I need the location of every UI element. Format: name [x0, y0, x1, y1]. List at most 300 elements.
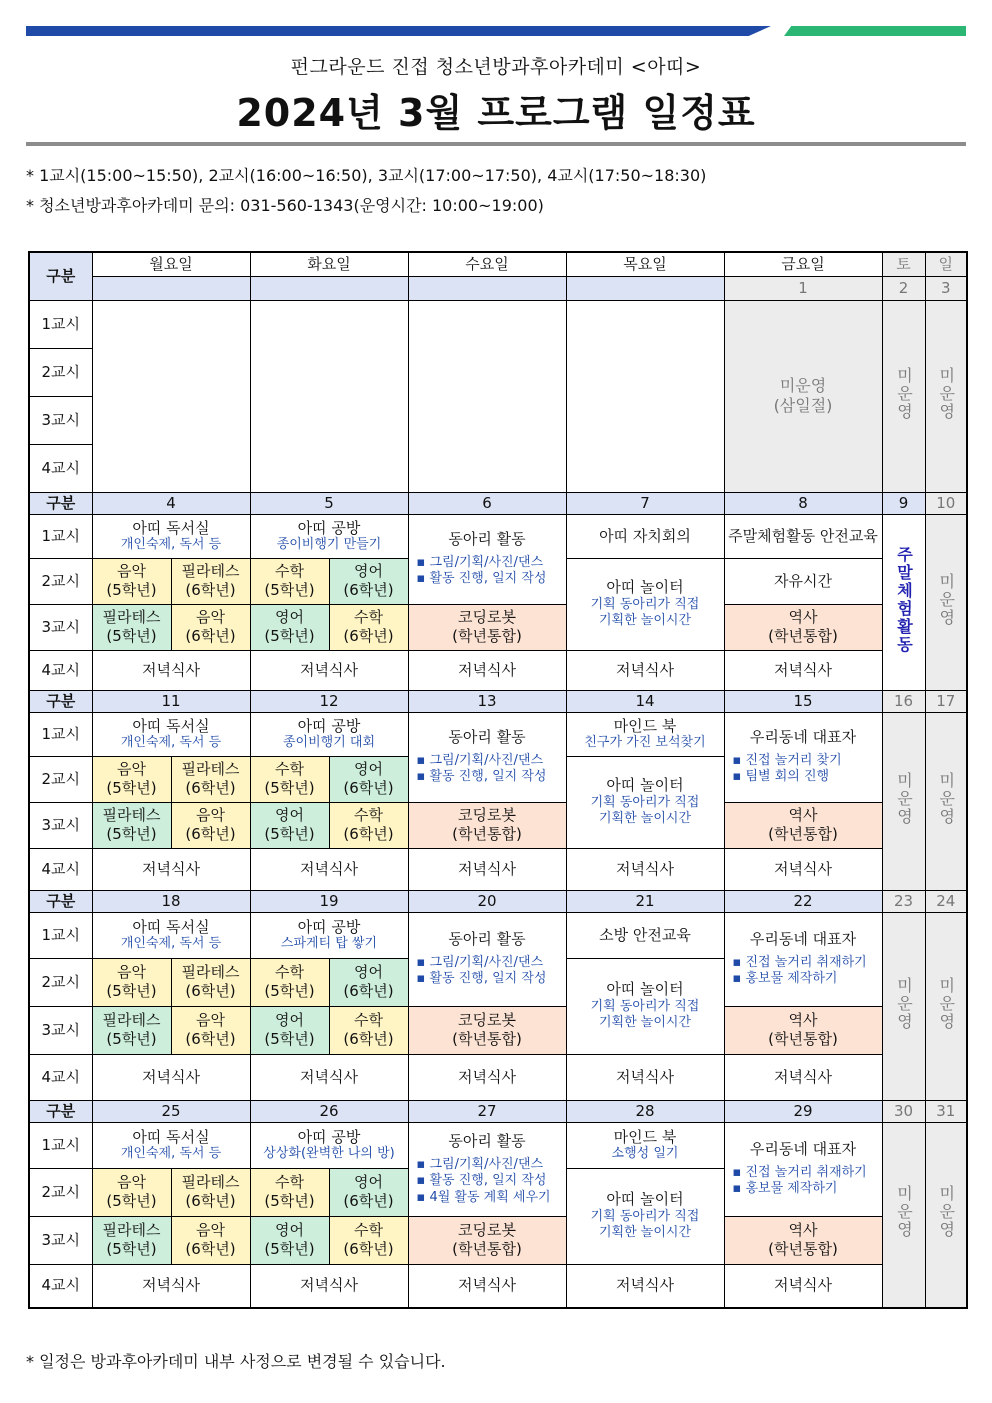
activity-sub: 스파게티 탑 쌓기	[280, 936, 378, 952]
closed-vertical-text: 미운영	[936, 1185, 956, 1240]
date-number: 20	[477, 891, 497, 910]
top-bar-green	[784, 26, 966, 36]
activity-sub: 기획한 놀이시간	[598, 1015, 692, 1031]
dinner-cell	[408, 650, 566, 690]
dinner-cell	[92, 650, 250, 690]
closed-vertical-text: 미운영	[936, 366, 956, 421]
subject-name: 영어	[275, 608, 304, 627]
activity-title: 아띠 공방	[297, 1127, 361, 1146]
date-cell	[724, 890, 882, 912]
subject-cell	[329, 1006, 408, 1054]
activity-sub: 기획 동아리가 직접	[590, 597, 700, 613]
activity-title: 동아리 활동	[448, 728, 526, 747]
date-cell	[92, 890, 250, 912]
subject-grade: (6학년)	[185, 779, 236, 797]
schedule-table	[28, 251, 968, 1309]
activity-sub: 개인숙제, 독서 등	[120, 1146, 222, 1162]
date-number: 29	[793, 1101, 813, 1120]
activity-title: 저녁식사	[616, 660, 674, 679]
period-label	[29, 396, 92, 444]
subject-grade: (5학년)	[264, 779, 315, 797]
closed-text: 미운영	[779, 376, 827, 395]
top-decor-bar	[26, 26, 966, 36]
dinner-cell	[566, 1264, 724, 1308]
coding-cell	[408, 1216, 566, 1264]
footer-note: * 일정은 방과후아카데미 내부 사정으로 변경될 수 있습니다.	[26, 1352, 446, 1371]
date-number: 30	[893, 1101, 914, 1120]
dinner-cell	[408, 848, 566, 890]
thu-play-cell	[566, 1168, 724, 1264]
period-row	[29, 1122, 967, 1168]
period-row	[29, 650, 967, 690]
date-row	[29, 492, 967, 514]
activity-title: 저녁식사	[300, 1067, 358, 1086]
activity-title: 주말체험활동 안전교육	[728, 526, 878, 545]
fri-list	[725, 955, 882, 988]
label-header-text: 구분	[46, 891, 76, 910]
activity-title: 저녁식사	[142, 660, 200, 679]
activity-sub: 종이비행기 만들기	[276, 537, 382, 553]
period-text: 2교시	[41, 972, 81, 991]
period-row	[29, 1216, 967, 1264]
activity-title: 저녁식사	[774, 660, 832, 679]
wed-club-cell	[408, 912, 566, 1006]
subject-cell	[250, 958, 329, 1006]
date-number: 11	[161, 691, 181, 710]
subject-cell	[250, 802, 329, 848]
activity-title: 아띠 놀이터	[606, 1190, 684, 1209]
day-header	[724, 252, 882, 276]
date-cell	[92, 492, 250, 514]
label-header-text: 구분	[46, 1101, 76, 1120]
subject-cell	[171, 1168, 250, 1216]
period-label	[29, 1216, 92, 1264]
period-text: 4교시	[41, 859, 81, 878]
club-list	[409, 955, 566, 988]
label-header-text: 구분	[46, 691, 76, 710]
date-number: 7	[640, 493, 650, 512]
subject-cell	[92, 958, 171, 1006]
subject-cell	[171, 1006, 250, 1054]
period-row	[29, 1054, 967, 1100]
activity-title: 역사	[788, 608, 818, 627]
subject-name: 필라테스	[102, 608, 161, 627]
date-cell	[925, 492, 967, 514]
date-cell	[408, 1100, 566, 1122]
period-label	[29, 1006, 92, 1054]
closed-vertical-text: 미운영	[936, 771, 956, 826]
closed-vertical-text: 미운영	[936, 976, 956, 1031]
weekend-activity-text: 주말체험활동	[894, 545, 914, 654]
subject-grade: (5학년)	[264, 581, 315, 599]
subject-grade: (5학년)	[106, 779, 157, 797]
date-cell	[882, 276, 925, 300]
subject-cell	[171, 756, 250, 802]
date-number: 28	[635, 1101, 655, 1120]
coding-cell	[408, 604, 566, 650]
date-cell	[882, 492, 925, 514]
date-cell	[92, 690, 250, 712]
fri-p1-cell	[724, 712, 882, 802]
date-number: 4	[166, 493, 176, 512]
period-label	[29, 1168, 92, 1216]
activity-title: 아띠 자치회의	[599, 526, 691, 545]
activity-title: 아띠 놀이터	[606, 578, 684, 597]
period-text: 4교시	[41, 1276, 81, 1295]
activity-sub: (학년통합)	[452, 627, 522, 645]
period-text: 1교시	[41, 1135, 81, 1154]
activity-sub: 개인숙제, 독서 등	[120, 735, 222, 751]
date-cell	[566, 890, 724, 912]
period-row	[29, 300, 967, 348]
subject-grade: (5학년)	[264, 627, 315, 645]
activity-title: 저녁식사	[458, 660, 516, 679]
subject-grade: (5학년)	[264, 1240, 315, 1258]
activity-title: 아띠 공방	[297, 917, 361, 936]
activity-title: 저녁식사	[142, 1276, 200, 1295]
subject-cell	[250, 1006, 329, 1054]
period-text: 4교시	[41, 660, 81, 679]
tue-p1-cell	[250, 1122, 408, 1168]
date-cell	[92, 276, 250, 300]
list-item: ▪ 그림/기획/사진/댄스	[417, 555, 566, 571]
day-header	[250, 252, 408, 276]
date-cell	[408, 492, 566, 514]
period-row	[29, 848, 967, 890]
subject-cell	[92, 802, 171, 848]
date-cell	[408, 690, 566, 712]
subject-grade: (5학년)	[106, 825, 157, 843]
subject-grade: (6학년)	[343, 581, 394, 599]
label-header	[29, 690, 92, 712]
wed-club-cell	[408, 1122, 566, 1216]
period-text: 2교시	[41, 769, 81, 788]
activity-sub: 기획 동아리가 직접	[590, 999, 700, 1015]
day-header	[566, 252, 724, 276]
subject-name: 필라테스	[102, 1221, 161, 1240]
period-label	[29, 848, 92, 890]
day-header	[408, 252, 566, 276]
list-item: ▪ 홍보물 제작하기	[733, 971, 882, 987]
subject-name: 필라테스	[181, 760, 240, 779]
subject-cell	[92, 558, 171, 604]
date-cell	[724, 492, 882, 514]
label-header	[29, 492, 92, 514]
date-number: 6	[482, 493, 492, 512]
day-name: 화요일	[307, 254, 351, 273]
date-cell	[250, 1100, 408, 1122]
subject-cell	[92, 1216, 171, 1264]
date-number: 26	[319, 1101, 339, 1120]
subject-name: 영어	[275, 1221, 304, 1240]
fri-p1-cell	[724, 514, 882, 558]
period-row	[29, 604, 967, 650]
activity-title: 우리동네 대표자	[749, 1140, 857, 1159]
thu-p1-cell	[566, 1122, 724, 1168]
subject-grade: (6학년)	[343, 825, 394, 843]
period-text: 3교시	[41, 1020, 81, 1039]
subject-cell	[171, 604, 250, 650]
period-label	[29, 650, 92, 690]
period-row	[29, 802, 967, 848]
list-item: ▪ 그림/기획/사진/댄스	[417, 753, 566, 769]
subject-cell	[250, 1168, 329, 1216]
activity-title: 저녁식사	[616, 859, 674, 878]
list-item: ▪ 활동 진행, 일지 작성	[417, 571, 566, 587]
period-text: 2교시	[41, 362, 81, 381]
period-label	[29, 712, 92, 756]
activity-title: 저녁식사	[616, 1067, 674, 1086]
subject-cell	[92, 604, 171, 650]
date-cell	[250, 492, 408, 514]
period-label	[29, 558, 92, 604]
subject-name: 필라테스	[181, 562, 240, 581]
thu-p1-cell	[566, 712, 724, 756]
date-cell	[566, 1100, 724, 1122]
coding-cell	[408, 802, 566, 848]
list-item: ▪ 활동 진행, 일지 작성	[417, 1173, 566, 1189]
subject-cell	[171, 558, 250, 604]
activity-sub: 기획한 놀이시간	[598, 613, 692, 629]
day-name: 일	[938, 254, 953, 273]
dinner-cell	[724, 1264, 882, 1308]
empty-cell	[92, 300, 250, 492]
subject-name: 음악	[117, 1173, 146, 1192]
date-cell	[566, 276, 724, 300]
activity-title: 동아리 활동	[448, 530, 526, 549]
activity-sub: 소행성 일기	[611, 1146, 679, 1162]
history-cell	[724, 802, 882, 848]
closed-reason: (삼일절)	[773, 396, 833, 415]
activity-sub: 개인숙제, 독서 등	[120, 936, 222, 952]
activity-title: 코딩로봇	[458, 806, 516, 825]
period-text: 2교시	[41, 571, 81, 590]
empty-cell	[408, 300, 566, 492]
period-label	[29, 604, 92, 650]
period-row	[29, 712, 967, 756]
history-cell	[724, 1216, 882, 1264]
activity-title: 마인드 북	[613, 716, 677, 735]
dinner-cell	[250, 650, 408, 690]
subject-cell	[92, 1168, 171, 1216]
period-label	[29, 444, 92, 492]
subject-cell	[250, 1216, 329, 1264]
period-text: 3교시	[41, 1230, 81, 1249]
activity-title: 저녁식사	[142, 1067, 200, 1086]
subject-cell	[329, 604, 408, 650]
subject-grade: (5학년)	[106, 581, 157, 599]
period-row	[29, 1006, 967, 1054]
period-text: 1교시	[41, 724, 81, 743]
tue-p1-cell	[250, 912, 408, 958]
activity-title: 우리동네 대표자	[749, 930, 857, 949]
subject-cell	[329, 1216, 408, 1264]
activity-title: 코딩로봇	[458, 1221, 516, 1240]
dinner-cell	[250, 848, 408, 890]
activity-title: 역사	[788, 1011, 818, 1030]
empty-cell	[250, 300, 408, 492]
activity-title: 저녁식사	[300, 859, 358, 878]
activity-sub: (학년통합)	[452, 825, 522, 843]
subject-grade: (5학년)	[264, 982, 315, 1000]
subject-cell	[92, 756, 171, 802]
label-header-text: 구분	[46, 266, 76, 285]
subject-name: 영어	[354, 1173, 383, 1192]
subject-grade: (6학년)	[185, 1240, 236, 1258]
activity-title: 아띠 독서실	[132, 917, 210, 936]
subject-cell	[329, 558, 408, 604]
date-number: 3	[940, 278, 951, 297]
activity-title: 저녁식사	[774, 859, 832, 878]
subject-grade: (5학년)	[264, 1030, 315, 1048]
subject-name: 필라테스	[102, 1011, 161, 1030]
mon-p1-cell	[92, 712, 250, 756]
list-item: ▪ 그림/기획/사진/댄스	[417, 955, 566, 971]
date-cell	[408, 890, 566, 912]
date-number: 21	[635, 891, 655, 910]
subject-grade: (6학년)	[343, 779, 394, 797]
activity-title: 아띠 놀이터	[606, 776, 684, 795]
day-name: 수요일	[465, 254, 509, 273]
subject-cell	[171, 802, 250, 848]
date-number: 8	[798, 493, 808, 512]
list-item: ▪ 4월 활동 계획 세우기	[417, 1190, 566, 1206]
date-number: 9	[898, 493, 909, 512]
period-label	[29, 1264, 92, 1308]
activity-title: 저녁식사	[300, 1276, 358, 1295]
dinner-cell	[408, 1054, 566, 1100]
activity-title: 자유시간	[774, 571, 832, 590]
label-header	[29, 252, 92, 300]
period-text: 4교시	[41, 1067, 81, 1086]
activity-sub: 기획 동아리가 직접	[590, 1209, 700, 1225]
subject-name: 영어	[354, 562, 383, 581]
activity-title: 동아리 활동	[448, 930, 526, 949]
title-divider	[26, 142, 966, 146]
date-number: 14	[635, 691, 655, 710]
period-text: 2교시	[41, 1182, 81, 1201]
subject-grade: (6학년)	[343, 627, 394, 645]
label-header	[29, 890, 92, 912]
top-bar-blue	[26, 26, 771, 36]
date-cell	[566, 492, 724, 514]
activity-sub: (학년통합)	[768, 1030, 838, 1048]
date-cell	[925, 276, 967, 300]
dinner-cell	[92, 848, 250, 890]
subject-cell	[171, 958, 250, 1006]
activity-sub: 상상화(완벽한 나의 방)	[263, 1146, 395, 1162]
date-number: 22	[793, 891, 813, 910]
date-number: 24	[936, 891, 956, 910]
date-number: 17	[936, 691, 956, 710]
activity-title: 저녁식사	[774, 1276, 832, 1295]
weekend-closed-cell	[925, 300, 967, 492]
subject-grade: (5학년)	[264, 1192, 315, 1210]
activity-title: 저녁식사	[774, 1067, 832, 1086]
activity-title: 아띠 공방	[297, 716, 361, 735]
date-cell	[724, 1100, 882, 1122]
day-name: 목요일	[623, 254, 667, 273]
date-cell	[925, 890, 967, 912]
club-list	[409, 555, 566, 588]
tue-p1-cell	[250, 712, 408, 756]
date-cell	[250, 890, 408, 912]
date-cell	[92, 1100, 250, 1122]
dinner-cell	[566, 848, 724, 890]
activity-sub: 친구가 가진 보석찾기	[584, 735, 706, 751]
subject-name: 음악	[196, 1011, 225, 1030]
thu-play-cell	[566, 958, 724, 1054]
subject-name: 수학	[275, 1173, 304, 1192]
subject-name: 음악	[117, 760, 146, 779]
subject-name: 음악	[196, 806, 225, 825]
list-item: ▪ 팀별 회의 진행	[733, 769, 882, 785]
dinner-cell	[92, 1264, 250, 1308]
activity-title: 아띠 독서실	[132, 716, 210, 735]
subject-name: 음악	[117, 562, 146, 581]
closed-vertical-text: 미운영	[894, 366, 914, 421]
dinner-cell	[724, 848, 882, 890]
activity-title: 마인드 북	[613, 1127, 677, 1146]
subject-grade: (5학년)	[106, 982, 157, 1000]
date-number: 19	[319, 891, 339, 910]
activity-title: 저녁식사	[458, 1067, 516, 1086]
subject-grade: (6학년)	[185, 581, 236, 599]
list-item: ▪ 활동 진행, 일지 작성	[417, 769, 566, 785]
subject-name: 필라테스	[181, 963, 240, 982]
subject-cell	[250, 756, 329, 802]
weekend-closed-cell	[925, 712, 967, 890]
fri-list	[725, 1165, 882, 1198]
thu-play-cell	[566, 756, 724, 848]
subject-name: 음악	[196, 1221, 225, 1240]
activity-title: 아띠 공방	[297, 518, 361, 537]
activity-sub: (학년통합)	[452, 1030, 522, 1048]
activity-sub: 기획한 놀이시간	[598, 811, 692, 827]
activity-title: 코딩로봇	[458, 1011, 516, 1030]
period-label	[29, 756, 92, 802]
subject-cell	[92, 1006, 171, 1054]
history-cell	[724, 1006, 882, 1054]
label-header-text: 구분	[46, 493, 76, 512]
date-number: 16	[893, 691, 914, 710]
activity-title: 코딩로봇	[458, 608, 516, 627]
dinner-cell	[724, 650, 882, 690]
period-text: 1교시	[41, 925, 81, 944]
closed-vertical-text: 미운영	[936, 572, 956, 627]
subject-name: 수학	[354, 608, 383, 627]
activity-title: 저녁식사	[458, 1276, 516, 1295]
date-row	[29, 890, 967, 912]
period-label	[29, 514, 92, 558]
date-number: 27	[477, 1101, 497, 1120]
sun-closed-cell	[925, 514, 967, 690]
period-label	[29, 348, 92, 396]
subject-cell	[250, 558, 329, 604]
weekend-closed-cell	[925, 1122, 967, 1308]
activity-sub: 개인숙제, 독서 등	[120, 537, 222, 553]
date-number: 18	[161, 891, 181, 910]
fri-closed-cell	[724, 300, 882, 492]
activity-title: 동아리 활동	[448, 1132, 526, 1151]
subject-name: 영어	[275, 806, 304, 825]
period-text: 3교시	[41, 410, 81, 429]
activity-title: 우리동네 대표자	[749, 728, 857, 747]
wed-club-cell	[408, 712, 566, 802]
period-text: 4교시	[41, 458, 81, 477]
date-number: 31	[936, 1101, 956, 1120]
activity-title: 아띠 놀이터	[606, 980, 684, 999]
